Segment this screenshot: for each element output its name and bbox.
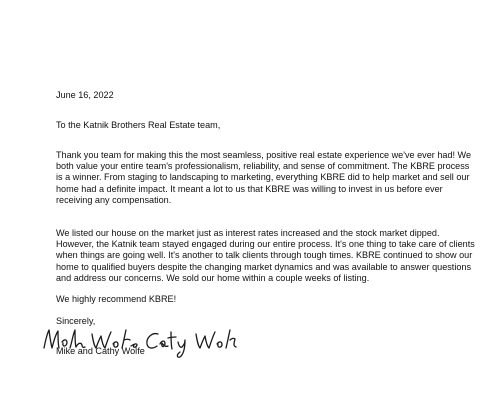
letter-date: June 16, 2022	[56, 90, 114, 100]
paragraph-3: We highly recommend KBRE!	[56, 294, 177, 304]
salutation: To the Katnik Brothers Real Estate team,	[56, 120, 221, 130]
signer-name: Mike and Cathy Wolfe	[56, 346, 145, 356]
paragraph-2: We listed our house on the market just as interest rates increased and the stock market dipped. However, the Katnik team stayed engaged during our entire process. It's one thing to take care of clients when things are going well. It's another to talk clients through tough times. KBRE continued to show our home to qualified buyers despite the changing market dynamics and was available to answer questions and address our concerns. We sold our home within a couple weeks of listing.	[56, 228, 475, 283]
closing: Sincerely,	[56, 316, 96, 326]
paragraph-1: Thank you team for making this the most seamless, positive real estate experience we've ever had! We both value your entire team's professionalism, reliability, and sense of commitment. The KBRE process is a winner. From staging to landscaping to marketing, everything KBRE did to help market and sell our home had a definite impact. It meant a lot to us that KBRE was willing to invest in us before ever receiving any compensation.	[56, 150, 472, 205]
